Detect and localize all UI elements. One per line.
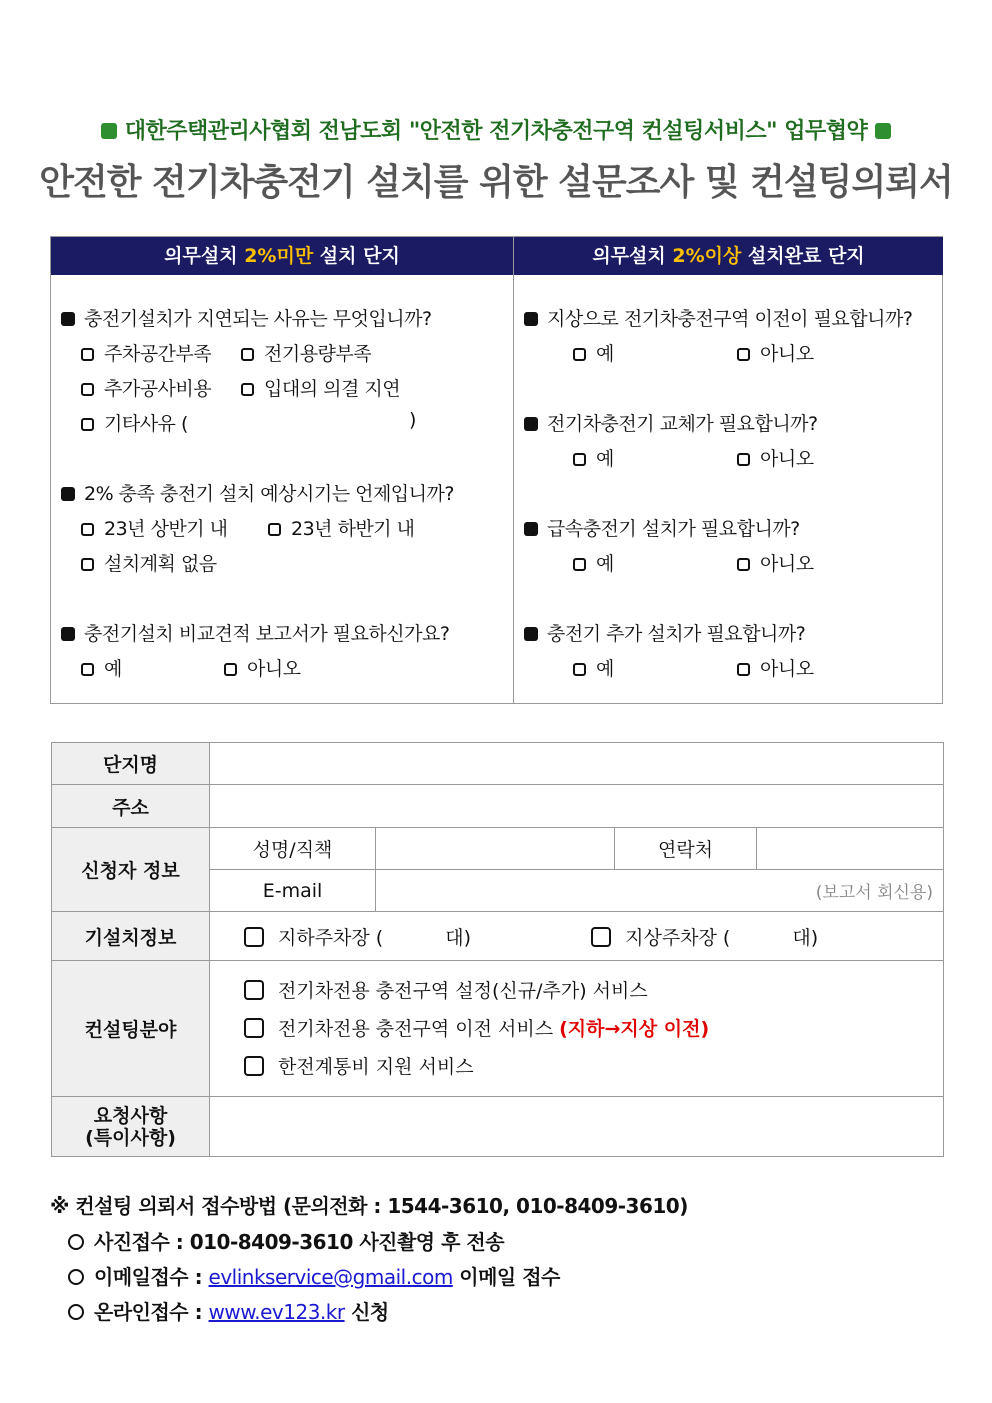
header-text: 의무설치 bbox=[592, 245, 673, 267]
bullet-square-icon bbox=[61, 312, 75, 326]
header-text: 의무설치 bbox=[164, 245, 245, 267]
unit-label: 대) bbox=[445, 926, 472, 949]
bullet-square-icon bbox=[524, 627, 538, 641]
installed-info-row bbox=[210, 912, 944, 961]
checkbox-icon[interactable] bbox=[81, 663, 94, 676]
option-second-half[interactable] bbox=[268, 514, 415, 541]
label-consulting: 컨설팅분야 bbox=[52, 961, 210, 1097]
option-yes[interactable] bbox=[573, 444, 614, 471]
service-option-1[interactable] bbox=[244, 972, 943, 1010]
service-note: (지하→지상 이전) bbox=[559, 1017, 710, 1040]
service-label: 한전계통비 지원 서비스 bbox=[278, 1055, 474, 1078]
request-sublabel: (특이사항) bbox=[85, 1126, 176, 1149]
checkbox-icon[interactable] bbox=[573, 558, 586, 571]
aboveground-option[interactable] bbox=[591, 927, 818, 949]
website-link[interactable]: www.ev123.kr bbox=[208, 1300, 345, 1324]
option-no[interactable] bbox=[224, 654, 301, 681]
underground-label: 지하주차장 ( bbox=[278, 926, 384, 949]
question-fast-charger bbox=[524, 514, 800, 541]
option-label: 전기용량부족 bbox=[264, 343, 372, 365]
option-label: 예 bbox=[596, 343, 614, 365]
checkbox-icon[interactable] bbox=[573, 348, 586, 361]
option-label: 주차공간부족 bbox=[104, 343, 212, 365]
label-address: 주소 bbox=[52, 785, 210, 828]
option-first-half[interactable] bbox=[81, 514, 228, 541]
bullet-square-icon bbox=[524, 522, 538, 536]
checkbox-icon[interactable] bbox=[81, 418, 94, 431]
option-label: 예 bbox=[596, 658, 614, 680]
subtitle-text: 대한주택관리사협회 전남도회 "안전한 전기차충전구역 컨설팅서비스" 업무협약 bbox=[124, 119, 868, 144]
header-text: 설치 단지 bbox=[313, 245, 400, 267]
question-text: 충전기설치 비교견적 보고서가 필요하신가요? bbox=[84, 623, 450, 645]
checkbox-icon[interactable] bbox=[737, 453, 750, 466]
footer-title: ※ 컨설팅 의뢰서 접수방법 (문의전화 : 1544-3610, 010-8409-3610) bbox=[50, 1194, 688, 1218]
column-divider bbox=[513, 237, 514, 703]
subtitle bbox=[0, 114, 992, 145]
service-option-2[interactable] bbox=[244, 1010, 943, 1048]
other-reason-close-paren: ) bbox=[409, 409, 416, 431]
question-replace bbox=[524, 409, 818, 436]
checkbox-icon[interactable] bbox=[241, 348, 254, 361]
question-text: 전기차충전기 교체가 필요합니까? bbox=[547, 413, 818, 435]
email-label: 이메일접수 : bbox=[94, 1265, 209, 1289]
header-text: 설치완료 단지 bbox=[741, 245, 865, 267]
option-label: 추가공사비용 bbox=[104, 378, 212, 400]
checkbox-icon[interactable] bbox=[591, 927, 611, 947]
option-yes[interactable] bbox=[573, 339, 614, 366]
label-applicant: 신청자 정보 bbox=[52, 828, 210, 912]
question-text: 충전기 추가 설치가 필요합니까? bbox=[547, 623, 806, 645]
email-field[interactable] bbox=[376, 870, 944, 912]
checkbox-icon[interactable] bbox=[241, 383, 254, 396]
question-relocate bbox=[524, 304, 912, 331]
right-column-header bbox=[514, 237, 943, 275]
option-other-reason[interactable] bbox=[81, 409, 188, 436]
contact-field[interactable] bbox=[757, 828, 944, 870]
request-label: 요청사항 bbox=[93, 1104, 168, 1127]
question-text: 급속충전기 설치가 필요합니까? bbox=[547, 518, 800, 540]
footer-online bbox=[68, 1296, 389, 1325]
option-no-plan[interactable] bbox=[81, 549, 217, 576]
option-no[interactable] bbox=[737, 549, 814, 576]
email-suffix: 이메일 접수 bbox=[452, 1265, 560, 1289]
online-suffix: 신청 bbox=[344, 1300, 389, 1324]
consulting-options bbox=[210, 961, 944, 1097]
circle-bullet-icon bbox=[68, 1304, 84, 1320]
header-highlight: 2%미만 bbox=[244, 245, 314, 267]
option-yes[interactable] bbox=[81, 654, 122, 681]
address-field[interactable] bbox=[210, 785, 944, 828]
option-label: 기타사유 ( bbox=[104, 413, 188, 435]
option-label: 예 bbox=[596, 448, 614, 470]
checkbox-icon[interactable] bbox=[81, 348, 94, 361]
option-label: 아니오 bbox=[760, 448, 814, 470]
checkbox-icon[interactable] bbox=[224, 663, 237, 676]
service-option-3[interactable] bbox=[244, 1048, 943, 1086]
option-council-delay[interactable] bbox=[241, 374, 400, 401]
email-hint: (보고서 회신용) bbox=[815, 883, 933, 903]
underground-option[interactable] bbox=[244, 927, 471, 949]
bullet-square-icon bbox=[61, 627, 75, 641]
option-extra-cost[interactable] bbox=[81, 374, 211, 401]
footer-email bbox=[68, 1261, 560, 1290]
checkbox-icon[interactable] bbox=[81, 558, 94, 571]
checkbox-icon[interactable] bbox=[737, 348, 750, 361]
aboveground-label: 지상주차장 ( bbox=[625, 926, 731, 949]
online-label: 온라인접수 : bbox=[94, 1300, 209, 1324]
checkbox-icon[interactable] bbox=[244, 927, 264, 947]
checkbox-icon[interactable] bbox=[573, 663, 586, 676]
survey-box bbox=[50, 236, 943, 704]
option-label: 예 bbox=[596, 553, 614, 575]
option-label: 아니오 bbox=[760, 553, 814, 575]
checkbox-icon[interactable] bbox=[573, 453, 586, 466]
name-title-field[interactable] bbox=[376, 828, 615, 870]
circle-bullet-icon bbox=[68, 1234, 84, 1250]
question-install-time bbox=[61, 479, 454, 506]
label-contact: 연락처 bbox=[615, 828, 757, 870]
option-label: 23년 상반기 내 bbox=[104, 518, 228, 540]
checkbox-icon[interactable] bbox=[244, 1018, 264, 1038]
header-highlight: 2%이상 bbox=[672, 245, 742, 267]
label-request bbox=[52, 1097, 210, 1157]
option-label: 입대의 의결 지연 bbox=[264, 378, 401, 400]
question-text: 충전기설치가 지연되는 사유는 무엇입니까? bbox=[84, 308, 432, 330]
checkbox-icon[interactable] bbox=[81, 383, 94, 396]
bullet-square-icon bbox=[524, 312, 538, 326]
checkbox-icon[interactable] bbox=[737, 558, 750, 571]
label-email: E-mail bbox=[210, 870, 376, 912]
label-complex-name: 단지명 bbox=[52, 743, 210, 785]
option-label: 23년 하반기 내 bbox=[291, 518, 415, 540]
green-square-icon bbox=[101, 123, 117, 139]
option-label: 설치계획 없음 bbox=[104, 553, 217, 575]
option-parking-space[interactable] bbox=[81, 339, 211, 366]
option-label: 아니오 bbox=[760, 658, 814, 680]
option-yes[interactable] bbox=[573, 549, 614, 576]
question-additional bbox=[524, 619, 805, 646]
footer-photo bbox=[68, 1226, 504, 1255]
question-quote-report bbox=[61, 619, 449, 646]
question-text: 2% 충족 충전기 설치 예상시기는 언제입니까? bbox=[84, 483, 454, 505]
option-label: 예 bbox=[104, 658, 122, 680]
service-label: 전기차전용 충전구역 설정(신규/추가) 서비스 bbox=[278, 979, 648, 1002]
circle-bullet-icon bbox=[68, 1269, 84, 1285]
page-title: 안전한 전기차충전기 설치를 위한 설문조사 및 컨설팅의뢰서 bbox=[39, 162, 953, 203]
checkbox-icon[interactable] bbox=[81, 523, 94, 536]
option-no[interactable] bbox=[737, 654, 814, 681]
unit-label: 대) bbox=[792, 926, 819, 949]
request-field[interactable] bbox=[210, 1097, 944, 1157]
email-link[interactable]: evlinkservice@gmail.com bbox=[208, 1265, 453, 1289]
option-label: 아니오 bbox=[760, 343, 814, 365]
option-label: 아니오 bbox=[247, 658, 301, 680]
option-no[interactable] bbox=[737, 444, 814, 471]
checkbox-icon[interactable] bbox=[244, 1056, 264, 1076]
complex-name-field[interactable] bbox=[210, 743, 944, 785]
question-text: 지상으로 전기차충전구역 이전이 필요합니까? bbox=[547, 308, 913, 330]
bullet-square-icon bbox=[524, 417, 538, 431]
checkbox-icon[interactable] bbox=[737, 663, 750, 676]
label-installed-info: 기설치정보 bbox=[52, 912, 210, 961]
green-square-icon bbox=[875, 123, 891, 139]
label-name-title: 성명/직책 bbox=[210, 828, 376, 870]
service-label: 전기차전용 충전구역 이전 서비스 bbox=[278, 1017, 560, 1040]
bullet-square-icon bbox=[61, 487, 75, 501]
checkbox-icon[interactable] bbox=[244, 980, 264, 1000]
option-yes[interactable] bbox=[573, 654, 614, 681]
option-power-capacity[interactable] bbox=[241, 339, 371, 366]
checkbox-icon[interactable] bbox=[268, 523, 281, 536]
question-delay-reason bbox=[61, 304, 432, 331]
option-no[interactable] bbox=[737, 339, 814, 366]
photo-text: 사진접수 : 010-8409-3610 사진촬영 후 전송 bbox=[94, 1230, 505, 1254]
application-form-table bbox=[51, 742, 944, 1157]
left-column-header bbox=[51, 237, 513, 275]
